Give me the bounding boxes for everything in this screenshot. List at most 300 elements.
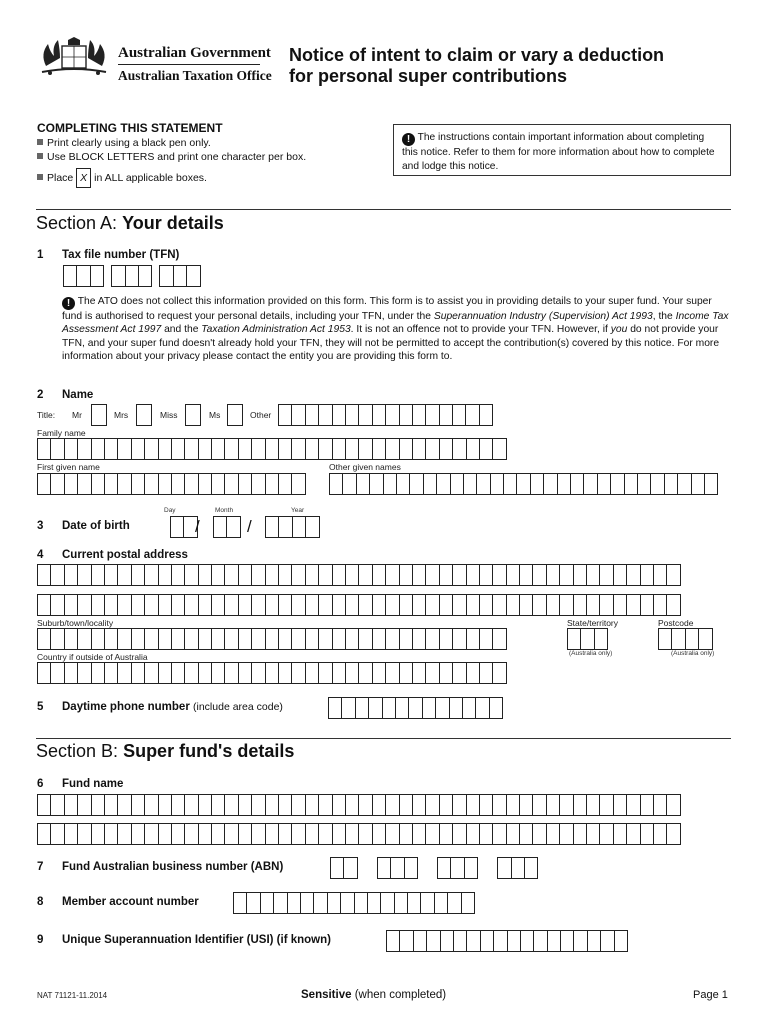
char-box[interactable] <box>507 930 521 952</box>
char-box[interactable] <box>64 628 78 650</box>
char-box[interactable] <box>37 662 51 684</box>
char-box[interactable] <box>399 438 413 460</box>
char-box[interactable] <box>37 823 51 845</box>
char-box[interactable] <box>599 823 613 845</box>
char-box[interactable] <box>131 438 145 460</box>
char-box[interactable] <box>213 516 227 538</box>
char-box[interactable] <box>117 794 131 816</box>
char-box[interactable] <box>385 794 399 816</box>
char-box[interactable] <box>479 662 493 684</box>
char-box[interactable] <box>278 438 292 460</box>
char-box[interactable] <box>117 823 131 845</box>
char-box[interactable] <box>64 823 78 845</box>
char-box[interactable] <box>399 404 413 426</box>
char-box[interactable] <box>691 473 705 495</box>
title-other-boxes[interactable] <box>278 404 493 426</box>
char-box[interactable] <box>461 892 475 914</box>
char-box[interactable] <box>332 794 346 816</box>
char-box[interactable] <box>260 892 274 914</box>
other-given-names-boxes[interactable] <box>329 473 718 495</box>
char-box[interactable] <box>573 794 587 816</box>
char-box[interactable] <box>439 594 453 616</box>
char-box[interactable] <box>265 438 279 460</box>
char-box[interactable] <box>377 857 391 879</box>
char-box[interactable] <box>345 794 359 816</box>
char-box[interactable] <box>372 438 386 460</box>
fund-name-line1-boxes[interactable] <box>37 794 681 816</box>
char-box[interactable] <box>439 794 453 816</box>
char-box[interactable] <box>332 438 346 460</box>
char-box[interactable] <box>238 473 252 495</box>
char-box[interactable] <box>479 823 493 845</box>
char-box[interactable] <box>462 697 476 719</box>
char-box[interactable] <box>327 892 341 914</box>
char-box[interactable] <box>475 697 489 719</box>
char-box[interactable] <box>144 628 158 650</box>
char-box[interactable] <box>385 594 399 616</box>
char-box[interactable] <box>559 794 573 816</box>
char-box[interactable] <box>50 438 64 460</box>
char-box[interactable] <box>265 662 279 684</box>
char-box[interactable] <box>425 404 439 426</box>
char-box[interactable] <box>637 473 651 495</box>
char-box[interactable] <box>532 594 546 616</box>
char-box[interactable] <box>658 628 672 650</box>
char-box[interactable] <box>408 697 422 719</box>
char-box[interactable] <box>666 564 680 586</box>
char-box[interactable] <box>171 594 185 616</box>
char-box[interactable] <box>640 823 654 845</box>
char-box[interactable] <box>409 473 423 495</box>
char-box[interactable] <box>436 473 450 495</box>
phone-boxes[interactable] <box>328 697 503 719</box>
char-box[interactable] <box>291 628 305 650</box>
char-box[interactable] <box>450 857 464 879</box>
char-box[interactable] <box>399 662 413 684</box>
char-box[interactable] <box>238 564 252 586</box>
char-box[interactable] <box>342 473 356 495</box>
char-box[interactable] <box>332 594 346 616</box>
char-box[interactable] <box>653 564 667 586</box>
char-box[interactable] <box>158 823 172 845</box>
char-box[interactable] <box>372 564 386 586</box>
char-box[interactable] <box>666 594 680 616</box>
char-box[interactable] <box>131 628 145 650</box>
char-box[interactable] <box>492 438 506 460</box>
char-box[interactable] <box>385 662 399 684</box>
char-box[interactable] <box>37 628 51 650</box>
char-box[interactable] <box>318 794 332 816</box>
char-box[interactable] <box>238 662 252 684</box>
char-box[interactable] <box>265 564 279 586</box>
char-box[interactable] <box>479 404 493 426</box>
char-box[interactable] <box>278 516 292 538</box>
char-box[interactable] <box>159 265 173 287</box>
char-box[interactable] <box>559 823 573 845</box>
char-box[interactable] <box>653 794 667 816</box>
char-box[interactable] <box>313 892 327 914</box>
char-box[interactable] <box>138 265 152 287</box>
char-box[interactable] <box>557 473 571 495</box>
char-box[interactable] <box>318 628 332 650</box>
char-box[interactable] <box>492 662 506 684</box>
char-box[interactable] <box>404 857 418 879</box>
char-box[interactable] <box>131 564 145 586</box>
char-box[interactable] <box>251 564 265 586</box>
char-box[interactable] <box>345 594 359 616</box>
char-box[interactable] <box>91 473 105 495</box>
char-box[interactable] <box>50 628 64 650</box>
char-box[interactable] <box>332 404 346 426</box>
char-box[interactable] <box>278 404 292 426</box>
char-box[interactable] <box>111 265 125 287</box>
char-box[interactable] <box>358 404 372 426</box>
char-box[interactable] <box>305 594 319 616</box>
char-box[interactable] <box>385 404 399 426</box>
dob-day-boxes[interactable] <box>170 516 198 538</box>
char-box[interactable] <box>626 823 640 845</box>
char-box[interactable] <box>586 794 600 816</box>
char-box[interactable] <box>586 594 600 616</box>
title-mr-checkbox[interactable] <box>91 404 107 426</box>
char-box[interactable] <box>64 794 78 816</box>
char-box[interactable] <box>452 404 466 426</box>
char-box[interactable] <box>224 594 238 616</box>
char-box[interactable] <box>77 662 91 684</box>
char-box[interactable] <box>447 892 461 914</box>
char-box[interactable] <box>452 594 466 616</box>
char-box[interactable] <box>251 794 265 816</box>
char-box[interactable] <box>412 404 426 426</box>
char-box[interactable] <box>524 857 538 879</box>
char-box[interactable] <box>570 473 584 495</box>
char-box[interactable] <box>233 892 247 914</box>
char-box[interactable] <box>490 473 504 495</box>
char-box[interactable] <box>224 823 238 845</box>
char-box[interactable] <box>125 265 139 287</box>
char-box[interactable] <box>90 265 104 287</box>
char-box[interactable] <box>489 697 503 719</box>
char-box[interactable] <box>198 794 212 816</box>
char-box[interactable] <box>506 564 520 586</box>
char-box[interactable] <box>520 930 534 952</box>
char-box[interactable] <box>532 564 546 586</box>
char-box[interactable] <box>265 594 279 616</box>
char-box[interactable] <box>50 594 64 616</box>
char-box[interactable] <box>278 662 292 684</box>
char-box[interactable] <box>332 662 346 684</box>
char-box[interactable] <box>184 564 198 586</box>
fund-name-line2-boxes[interactable] <box>37 823 681 845</box>
char-box[interactable] <box>613 594 627 616</box>
char-box[interactable] <box>497 857 511 879</box>
char-box[interactable] <box>158 564 172 586</box>
char-box[interactable] <box>131 662 145 684</box>
char-box[interactable] <box>516 473 530 495</box>
char-box[interactable] <box>492 628 506 650</box>
char-box[interactable] <box>395 697 409 719</box>
char-box[interactable] <box>492 594 506 616</box>
char-box[interactable] <box>435 697 449 719</box>
char-box[interactable] <box>77 794 91 816</box>
char-box[interactable] <box>372 594 386 616</box>
title-ms-checkbox[interactable] <box>227 404 243 426</box>
char-box[interactable] <box>131 794 145 816</box>
char-box[interactable] <box>104 823 118 845</box>
char-box[interactable] <box>171 564 185 586</box>
char-box[interactable] <box>358 438 372 460</box>
char-box[interactable] <box>532 794 546 816</box>
char-box[interactable] <box>369 473 383 495</box>
char-box[interactable] <box>345 823 359 845</box>
char-box[interactable] <box>573 564 587 586</box>
char-box[interactable] <box>599 794 613 816</box>
char-box[interactable] <box>186 265 200 287</box>
char-box[interactable] <box>50 564 64 586</box>
char-box[interactable] <box>104 628 118 650</box>
char-box[interactable] <box>91 823 105 845</box>
char-box[interactable] <box>440 930 454 952</box>
char-box[interactable] <box>546 823 560 845</box>
char-box[interactable] <box>291 404 305 426</box>
char-box[interactable] <box>425 564 439 586</box>
char-box[interactable] <box>439 628 453 650</box>
member-account-boxes[interactable] <box>233 892 475 914</box>
char-box[interactable] <box>171 823 185 845</box>
char-box[interactable] <box>184 473 198 495</box>
char-box[interactable] <box>519 823 533 845</box>
dob-month-boxes[interactable] <box>213 516 241 538</box>
dob-year-boxes[interactable] <box>265 516 320 538</box>
postcode-boxes[interactable] <box>658 628 713 650</box>
char-box[interactable] <box>305 438 319 460</box>
char-box[interactable] <box>626 794 640 816</box>
char-box[interactable] <box>330 857 344 879</box>
char-box[interactable] <box>423 473 437 495</box>
title-mrs-checkbox[interactable] <box>136 404 152 426</box>
char-box[interactable] <box>610 473 624 495</box>
char-box[interactable] <box>600 930 614 952</box>
char-box[interactable] <box>171 628 185 650</box>
char-box[interactable] <box>493 930 507 952</box>
char-box[interactable] <box>355 697 369 719</box>
char-box[interactable] <box>91 594 105 616</box>
char-box[interactable] <box>385 438 399 460</box>
char-box[interactable] <box>158 473 172 495</box>
char-box[interactable] <box>452 662 466 684</box>
char-box[interactable] <box>265 628 279 650</box>
char-box[interactable] <box>318 662 332 684</box>
char-box[interactable] <box>158 438 172 460</box>
char-box[interactable] <box>586 823 600 845</box>
char-box[interactable] <box>104 794 118 816</box>
char-box[interactable] <box>238 628 252 650</box>
char-box[interactable] <box>184 794 198 816</box>
char-box[interactable] <box>184 438 198 460</box>
char-box[interactable] <box>144 564 158 586</box>
char-box[interactable] <box>104 564 118 586</box>
char-box[interactable] <box>224 438 238 460</box>
char-box[interactable] <box>573 930 587 952</box>
char-box[interactable] <box>224 473 238 495</box>
char-box[interactable] <box>184 594 198 616</box>
char-box[interactable] <box>358 823 372 845</box>
char-box[interactable] <box>158 628 172 650</box>
char-box[interactable] <box>158 662 172 684</box>
char-box[interactable] <box>399 628 413 650</box>
char-box[interactable] <box>613 564 627 586</box>
char-box[interactable] <box>653 594 667 616</box>
char-box[interactable] <box>318 438 332 460</box>
char-box[interactable] <box>305 564 319 586</box>
address-line1-boxes[interactable] <box>37 564 681 586</box>
char-box[interactable] <box>437 857 451 879</box>
char-box[interactable] <box>426 930 440 952</box>
char-box[interactable] <box>425 628 439 650</box>
char-box[interactable] <box>211 628 225 650</box>
char-box[interactable] <box>117 662 131 684</box>
char-box[interactable] <box>452 438 466 460</box>
char-box[interactable] <box>519 564 533 586</box>
char-box[interactable] <box>372 662 386 684</box>
char-box[interactable] <box>559 564 573 586</box>
char-box[interactable] <box>343 857 357 879</box>
char-box[interactable] <box>396 473 410 495</box>
char-box[interactable] <box>184 823 198 845</box>
char-box[interactable] <box>329 473 343 495</box>
char-box[interactable] <box>434 892 448 914</box>
char-box[interactable] <box>173 265 187 287</box>
char-box[interactable] <box>117 438 131 460</box>
char-box[interactable] <box>412 594 426 616</box>
char-box[interactable] <box>479 438 493 460</box>
char-box[interactable] <box>198 628 212 650</box>
char-box[interactable] <box>698 628 712 650</box>
char-box[interactable] <box>653 823 667 845</box>
char-box[interactable] <box>382 697 396 719</box>
char-box[interactable] <box>318 564 332 586</box>
char-box[interactable] <box>171 662 185 684</box>
char-box[interactable] <box>345 662 359 684</box>
char-box[interactable] <box>453 930 467 952</box>
char-box[interactable] <box>380 892 394 914</box>
char-box[interactable] <box>358 628 372 650</box>
char-box[interactable] <box>560 930 574 952</box>
char-box[interactable] <box>412 628 426 650</box>
char-box[interactable] <box>464 857 478 879</box>
country-boxes[interactable] <box>37 662 507 684</box>
char-box[interactable] <box>492 564 506 586</box>
char-box[interactable] <box>466 594 480 616</box>
char-box[interactable] <box>399 823 413 845</box>
char-box[interactable] <box>358 662 372 684</box>
char-box[interactable] <box>77 564 91 586</box>
char-box[interactable] <box>452 794 466 816</box>
char-box[interactable] <box>171 473 185 495</box>
char-box[interactable] <box>198 473 212 495</box>
char-box[interactable] <box>390 857 404 879</box>
char-box[interactable] <box>198 438 212 460</box>
char-box[interactable] <box>158 594 172 616</box>
char-box[interactable] <box>492 794 506 816</box>
char-box[interactable] <box>519 594 533 616</box>
char-box[interactable] <box>479 794 493 816</box>
char-box[interactable] <box>519 794 533 816</box>
char-box[interactable] <box>50 473 64 495</box>
char-box[interactable] <box>666 823 680 845</box>
char-box[interactable] <box>171 794 185 816</box>
char-box[interactable] <box>354 892 368 914</box>
char-box[interactable] <box>399 794 413 816</box>
char-box[interactable] <box>37 438 51 460</box>
char-box[interactable] <box>211 473 225 495</box>
char-box[interactable] <box>224 794 238 816</box>
char-box[interactable] <box>425 823 439 845</box>
char-box[interactable] <box>704 473 718 495</box>
char-box[interactable] <box>340 892 354 914</box>
char-box[interactable] <box>463 473 477 495</box>
char-box[interactable] <box>224 564 238 586</box>
char-box[interactable] <box>450 473 464 495</box>
char-box[interactable] <box>506 594 520 616</box>
char-box[interactable] <box>292 516 306 538</box>
char-box[interactable] <box>291 794 305 816</box>
char-box[interactable] <box>412 662 426 684</box>
char-box[interactable] <box>385 564 399 586</box>
char-box[interactable] <box>238 794 252 816</box>
char-box[interactable] <box>64 662 78 684</box>
char-box[interactable] <box>466 564 480 586</box>
char-box[interactable] <box>265 794 279 816</box>
char-box[interactable] <box>63 265 77 287</box>
char-box[interactable] <box>597 473 611 495</box>
char-box[interactable] <box>37 564 51 586</box>
char-box[interactable] <box>198 823 212 845</box>
char-box[interactable] <box>466 628 480 650</box>
char-box[interactable] <box>291 823 305 845</box>
char-box[interactable] <box>399 930 413 952</box>
char-box[interactable] <box>413 930 427 952</box>
char-box[interactable] <box>64 594 78 616</box>
char-box[interactable] <box>671 628 685 650</box>
char-box[interactable] <box>614 930 628 952</box>
char-box[interactable] <box>506 794 520 816</box>
char-box[interactable] <box>449 697 463 719</box>
char-box[interactable] <box>345 628 359 650</box>
char-box[interactable] <box>640 594 654 616</box>
char-box[interactable] <box>480 930 494 952</box>
char-box[interactable] <box>547 930 561 952</box>
char-box[interactable] <box>278 594 292 616</box>
char-box[interactable] <box>425 438 439 460</box>
char-box[interactable] <box>587 930 601 952</box>
tfn-boxes[interactable] <box>63 265 201 287</box>
char-box[interactable] <box>399 594 413 616</box>
char-box[interactable] <box>626 564 640 586</box>
char-box[interactable] <box>91 438 105 460</box>
char-box[interactable] <box>251 662 265 684</box>
char-box[interactable] <box>583 473 597 495</box>
char-box[interactable] <box>211 823 225 845</box>
char-box[interactable] <box>439 564 453 586</box>
char-box[interactable] <box>594 628 608 650</box>
char-box[interactable] <box>573 594 587 616</box>
char-box[interactable] <box>226 516 240 538</box>
char-box[interactable] <box>104 438 118 460</box>
char-box[interactable] <box>305 628 319 650</box>
char-box[interactable] <box>91 628 105 650</box>
char-box[interactable] <box>265 516 279 538</box>
